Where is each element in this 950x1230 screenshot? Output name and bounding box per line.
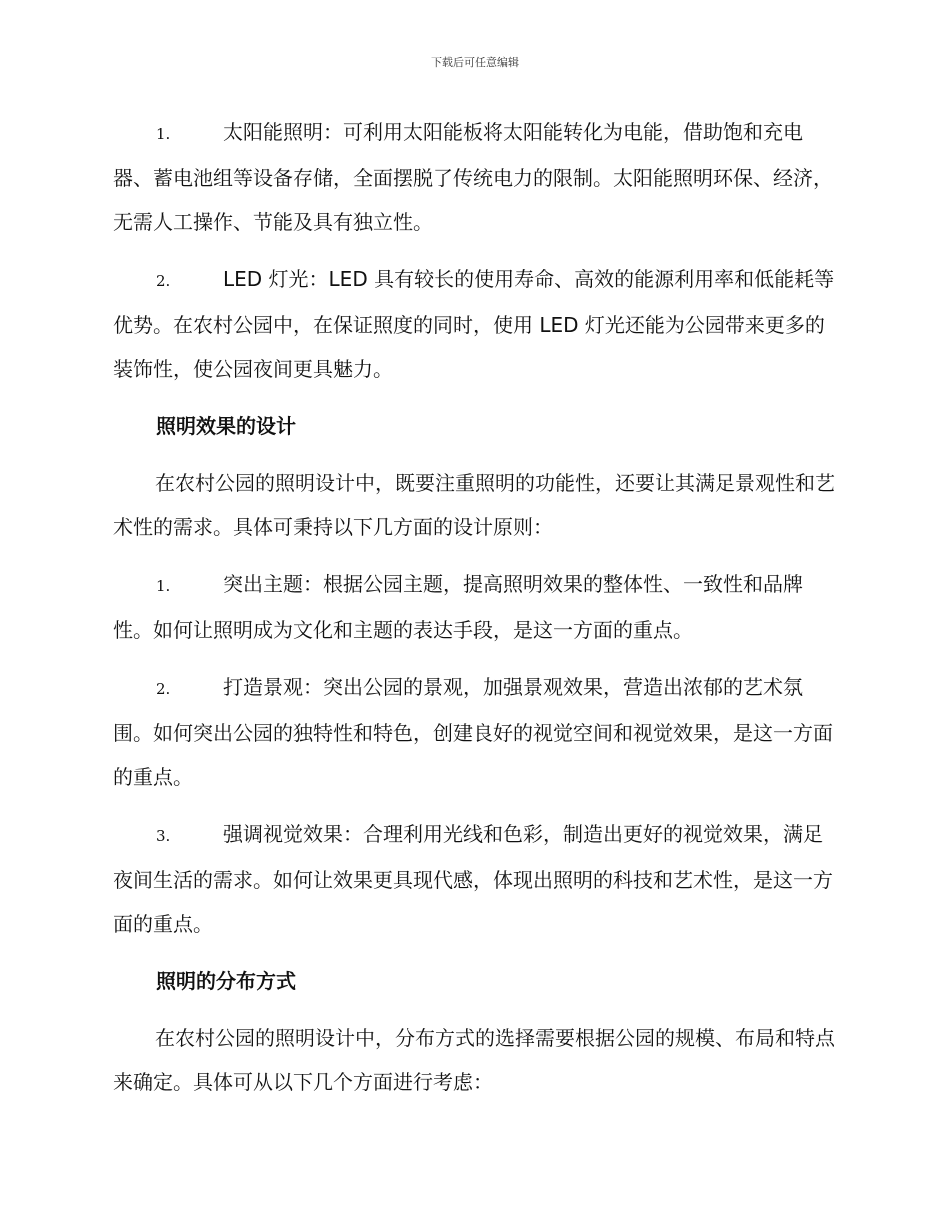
list-number: 3. <box>156 827 171 845</box>
page-header-note: 下载后可任意编辑 <box>431 56 519 69</box>
list-item-text: 强调视觉效果：合理利用光线和色彩，制造出更好的视觉效果，满足夜间生活的需求。如何让效果更具现代感，体现出照明的科技和艺术性，是这一方面的重点。 <box>113 822 833 936</box>
paragraph-distribution-intro: 在农村公园的照明设计中，分布方式的选择需要根据公园的规模、布局和特点来确定。具体可从以下几个方面进行考虑： <box>113 1026 835 1094</box>
document-body <box>113 110 835 1117</box>
list-item-text: LED 灯光：LED 具有较长的使用寿命、高效的能源利用率和低能耗等优势。在农村公园中，在保证照度的同时，使用 LED 灯光还能为公园带来更多的装饰性，使公园夜间更具魅力。 <box>113 267 835 381</box>
list-item-led-lighting <box>113 257 835 391</box>
list-number: 1. <box>156 577 171 595</box>
list-item-highlight-theme <box>113 562 835 652</box>
list-item-visual-effect <box>113 812 835 946</box>
list-number: 1. <box>156 125 171 143</box>
list-number: 2. <box>156 680 171 698</box>
list-number: 2. <box>156 272 171 290</box>
list-item-text: 突出主题：根据公园主题，提高照明效果的整体性、一致性和品牌性。如何让照明成为文化和主题的表达手段，是这一方面的重点。 <box>113 572 803 642</box>
list-item-solar-lighting <box>113 110 835 244</box>
paragraph-effect-intro: 在农村公园的照明设计中，既要注重照明的功能性，还要让其满足景观性和艺术性的需求。具体可秉持以下几方面的设计原则： <box>113 471 835 539</box>
list-item-text: 太阳能照明：可利用太阳能板将太阳能转化为电能，借助饱和充电器、蓄电池组等设备存储，全面摆脱了传统电力的限制。太阳能照明环保、经济，无需人工操作、节能及具有独立性。 <box>113 120 833 234</box>
list-item-create-landscape <box>113 665 835 799</box>
section-heading-distribution: 照明的分布方式 <box>156 969 296 993</box>
list-item-text: 打造景观：突出公园的景观，加强景观效果，营造出浓郁的艺术氛围。如何突出公园的独特性和特色，创建良好的视觉空间和视觉效果，是这一方面的重点。 <box>113 675 833 789</box>
section-heading-lighting-effect: 照明效果的设计 <box>156 414 296 438</box>
